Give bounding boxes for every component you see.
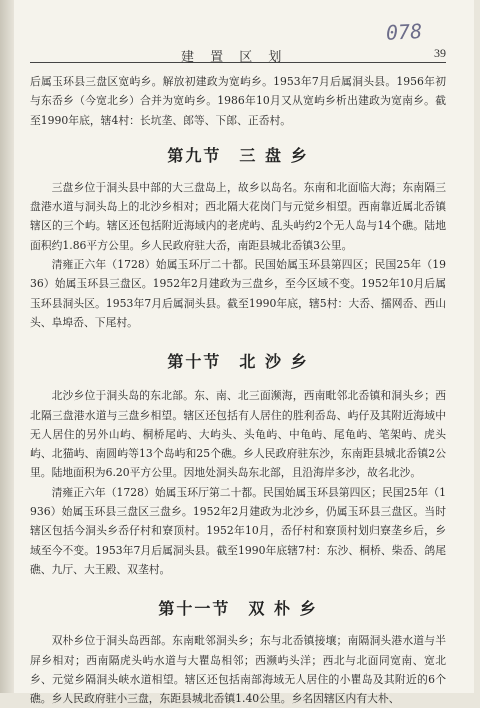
section-sanpan-paragraph-1: 三盘乡位于洞头县中部的大三盘岛上，故乡以岛名。东南和北面临大海；东南隔三盘港水道与洞头岛上的北沙乡相对；西北隔大花岗门与元觉乡相望。西南靠近属北岙镇辖区的三个屿。辖区还包括附近海域内的老虎屿、乱头屿约2个无人岛与14个礁。陆地面积约1.86平方公里。乡人民政府驻大岙，南距县城北岙镇3公里。 [30, 180, 446, 252]
running-header-title: 建 置 区 划 [181, 50, 288, 65]
section-heading-beisha: 第十节 北 沙 乡 [167, 352, 309, 372]
section-sanpan-paragraph-2: 清雍正六年（1728）始属玉环厅二十都。民国始属玉环县第四区；民国25年（1936）始属玉环县三盘区。1952年2月建政为三盘乡，至今区域不变。1952年10月后属玉环县洞头区。1953年7月后属洞头县。截至1990年底，辖5村：大岙、擂网岙、西山头、阜埠岙、下尾村。 [30, 258, 446, 329]
section-beisha-paragraph-1: 北沙乡位于洞头岛的东北部。东、南、北三面濒海，西南毗邻北岙镇和洞头乡；西北隔三盘港水道与三盘乡相望。辖区还包括有人居住的胜利岙岛、屿仔及其附近海域中无人居住的另外山屿、桐桥尾屿、大屿头、头龟屿、中龟屿、尾龟屿、笔架屿、虎头屿、北猫屿、南圆屿等13个岛屿和25个礁。乡人民政府驻东沙，东南距县城北岙镇2公里。陆地面积为6.20平方公里。因地处洞头岛东北部，且沿海岸多沙，故名北沙。 [30, 389, 446, 480]
section-beisha-paragraph-2: 清雍正六年（1728）始属玉环厅第二十都。民国始属玉环县第四区；民国25年（1936）始属玉环县三盘区三盘乡。1952年2月建政为北沙乡，仍属玉环县三盘区。当时辖区包括今洞头乡岙仔村和寮顶村。1952年10月，岙仔村和寮顶村划归寮垄乡后，乡域至今不变。1953年7月后属洞头县。截至1990年底辖7村：东沙、桐桥、柴岙、鸽尾礁、九厅、大王殿、双垄村。 [30, 485, 446, 576]
page-number: 39 [434, 46, 446, 60]
section-heading-sanpan: 第九节 三 盘 乡 [167, 145, 309, 165]
running-header [36, 44, 446, 64]
page-content [30, 72, 446, 708]
section-shuangpu-paragraph-1: 双朴乡位于洞头岛西部。东南毗邻洞头乡；东与北岙镇接壤；南隔洞头港水道与半屏乡相对；西南隔虎头屿水道与大瞿岛相邻；西濒屿头洋；西北与北面同宽南、宽北乡、元觉乡隔洞头峡水道相望。辖区还包括南部海域无人居住的小瞿岛及其附近的6个礁。乡人民政府驻小三盘，东距县城北岙镇1.40公里。乡名因辖区内有大朴、 [30, 634, 446, 706]
section-heading-shuangpu: 第十一节 双 朴 乡 [158, 599, 318, 619]
intro-paragraph: 后属玉环县三盘区宽屿乡。解放初建政为宽屿乡。1953年7月后属洞头县。1956年初与东岙乡（今宽北乡）合并为宽屿乡。1986年10月又从宽屿乡析出建政为宽南乡。截至1990年底，辖4村：长坑垄、郎等、下郎、正岙村。 [30, 75, 446, 127]
header-rule [30, 62, 446, 63]
handwritten-page-stamp: 078 [385, 19, 423, 45]
